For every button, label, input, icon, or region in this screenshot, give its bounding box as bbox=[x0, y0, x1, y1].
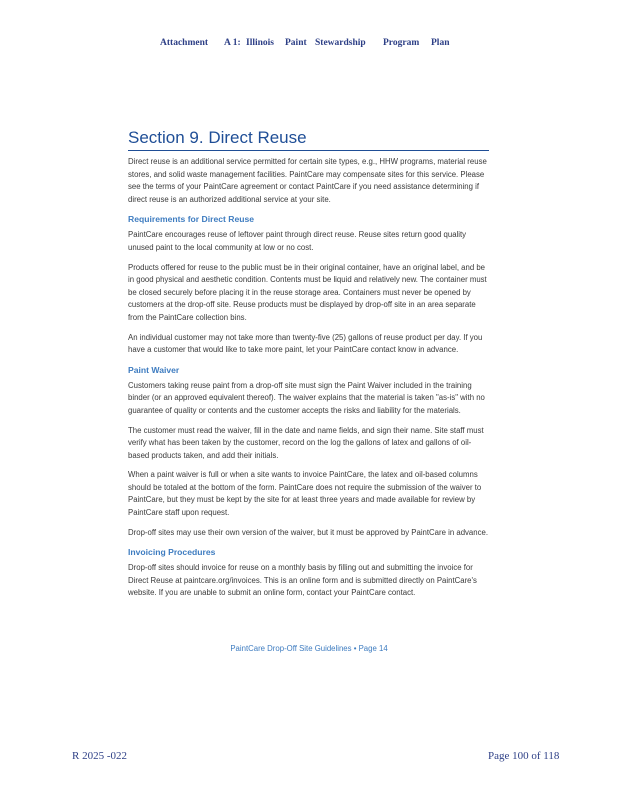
header-word: A 1: bbox=[224, 38, 241, 48]
waiver-paragraph-4: Drop-off sites may use their own version of the waiver, but it must be approved by PaintCare in advance. bbox=[128, 527, 488, 537]
header-word: Attachment bbox=[160, 38, 209, 48]
document-content bbox=[128, 128, 489, 607]
requirements-paragraph-3: An individual customer may not take more than twenty-five (25) gallons of reuse product per day. If you have a customer that would like to take more paint, let your PaintCare contact know in advance. bbox=[128, 332, 483, 355]
attachment-header bbox=[0, 38, 618, 52]
waiver-paragraph-3: When a paint waiver is full or when a site wants to invoice PaintCare, the latex and oil-based columns should be totaled at the bottom of the form. PaintCare does not require the submission of the waiver to PaintCare, but they must be kept by the site for at least three years and made available for review by PaintCare staff upon request. bbox=[128, 470, 482, 518]
waiver-paragraph-1: Customers taking reuse paint from a drop-off site must sign the Paint Waiver included in the training binder (or an approved equivalent thereof). The waiver explains that the material is taken "as-is" with no guarantee of quality or contents and the customer accepts the risks and liability for the materials. bbox=[128, 380, 485, 415]
header-word: Illinois bbox=[246, 38, 274, 48]
paint-waiver-heading: Paint Waiver bbox=[128, 364, 180, 375]
page-number: Page 100 of 118 bbox=[488, 750, 560, 762]
header-word: Program bbox=[383, 38, 420, 48]
requirements-heading: Requirements for Direct Reuse bbox=[128, 214, 255, 225]
header-word: Plan bbox=[431, 38, 450, 48]
requirements-paragraph-2: Products offered for reuse to the public must be in their original container, have an original label, and be in good physical and aesthetic condition. Contents must be liquid and relatively new. The container must be closed securely before placing it in the reuse storage area. Containers must never be opened by customers at the drop-off site. Reuse products must be displayed by drop-off site in an area separate from the PaintCare collection bins. bbox=[128, 262, 487, 322]
requirements-paragraph-1: PaintCare encourages reuse of leftover paint through direct reuse. Reuse sites return good quality unused paint to the local community at low or no cost. bbox=[128, 230, 467, 252]
invoicing-paragraph-1: Drop-off sites should invoice for reuse on a monthly basis by filling out and submitting the invoice for Direct Reuse at paintcare.org/invoices. This is an online form and is submitted directly on PaintCare's website. If you are unable to submit an online form, contact your PaintCare contact. bbox=[128, 563, 477, 598]
waiver-paragraph-2: The customer must read the waiver, fill in the date and name fields, and sign their name. Site staff must verify what has been taken by the customer, record on the log the gallons of latex and gallons of oil-based products taken, and add their initials. bbox=[128, 425, 484, 460]
header-word: Paint bbox=[285, 38, 307, 48]
section-intro: Direct reuse is an additional service permitted for certain site types, e.g., HHW programs, material reuse stores, and solid waste management facilities. PaintCare may compensate sites for this service. Please see the terms of your PaintCare agreement or contact PaintCare if you need assistance determining if direct reuse is an authorized additional service at your site. bbox=[128, 157, 487, 204]
document-reference: R 2025 -022 bbox=[72, 750, 127, 762]
section-title: Section 9. Direct Reuse bbox=[128, 128, 489, 151]
header-word: Stewardship bbox=[315, 38, 366, 48]
invoicing-heading: Invoicing Procedures bbox=[128, 547, 216, 558]
guidelines-page-footer: PaintCare Drop-Off Site Guidelines • Page 14 bbox=[230, 644, 388, 653]
